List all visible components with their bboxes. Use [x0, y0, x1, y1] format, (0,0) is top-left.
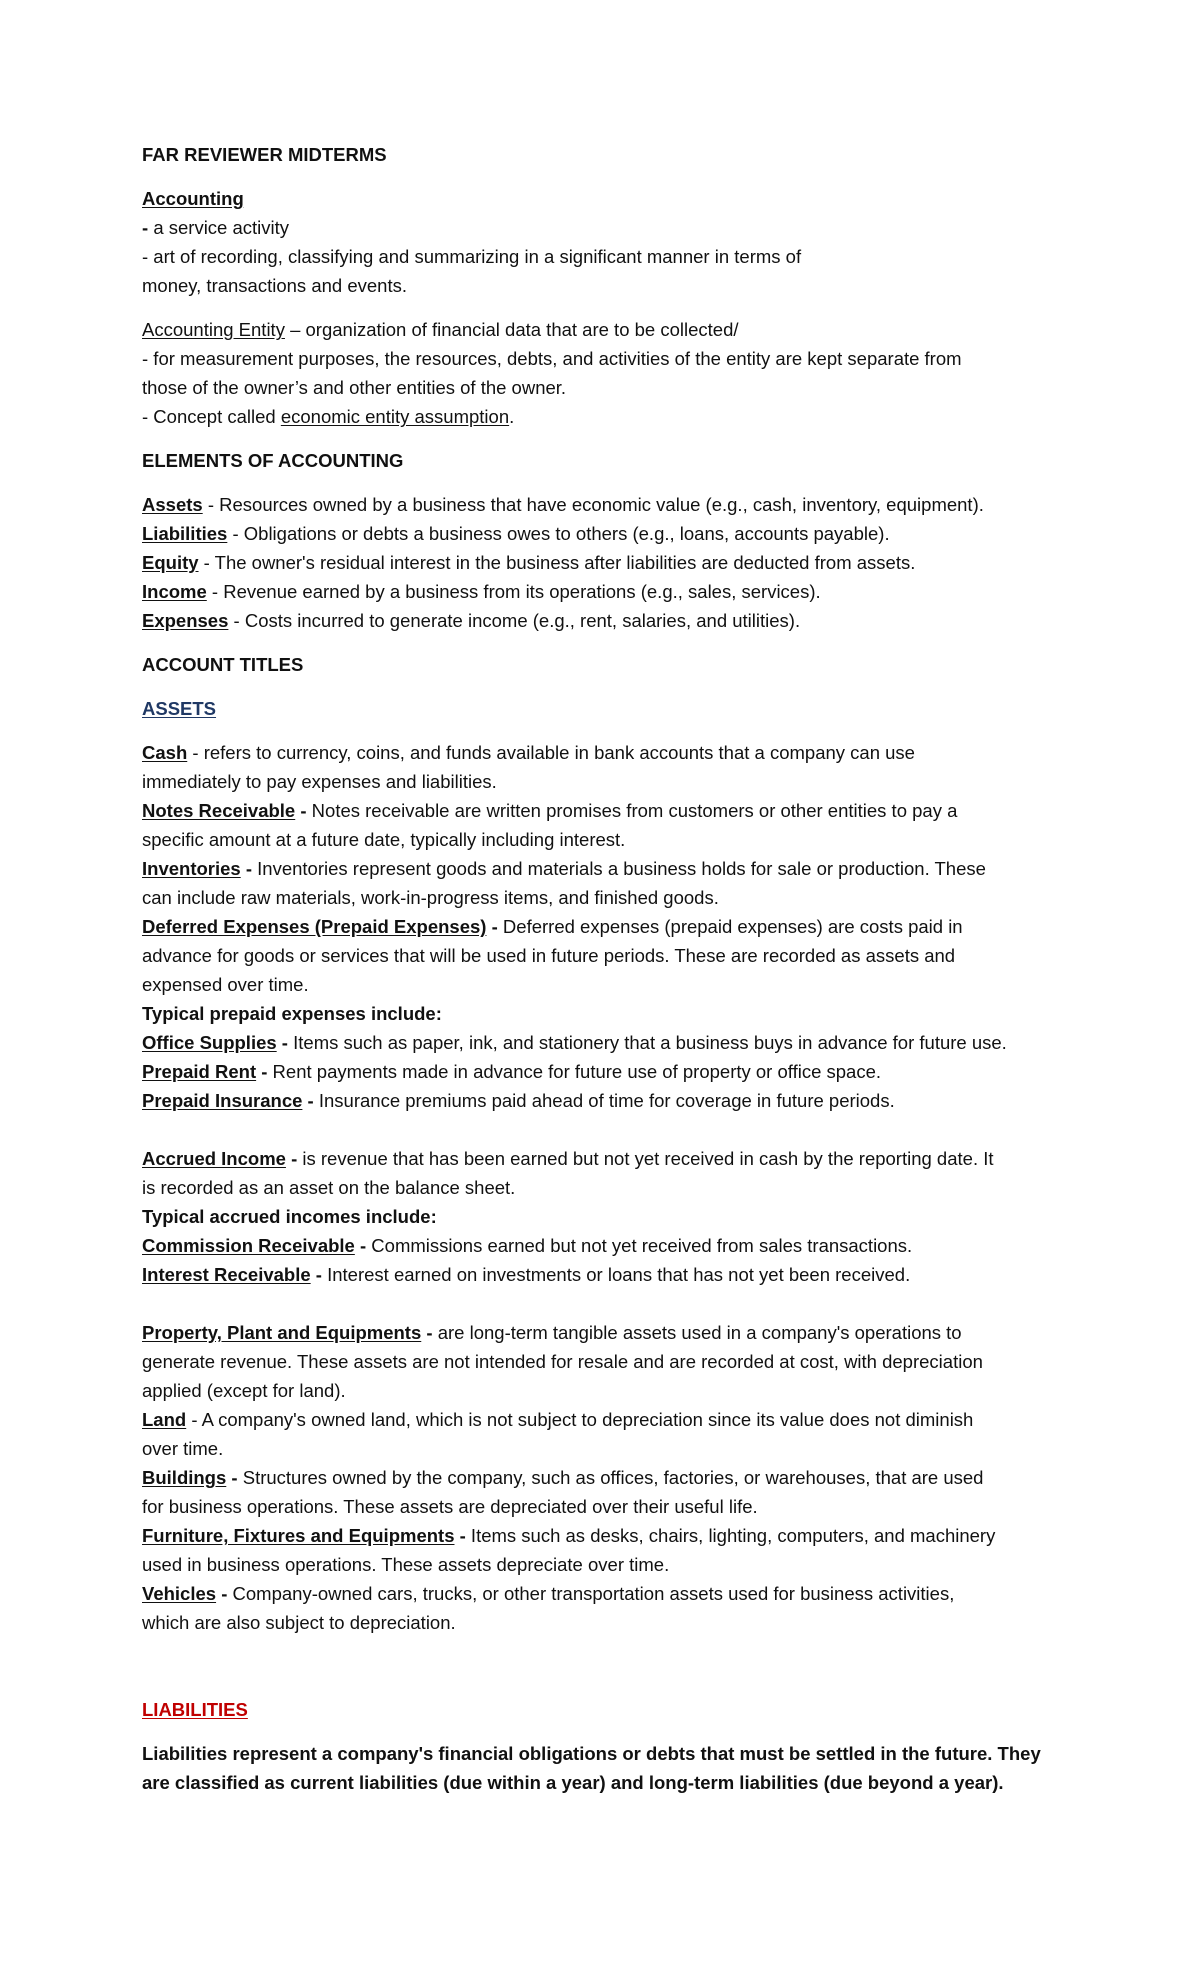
element-term: Liabilities: [142, 523, 228, 544]
element-item: [142, 606, 1082, 635]
accounting-text-1: a service activity: [153, 217, 290, 238]
concept-suffix: .: [509, 406, 515, 427]
ffe-def-2: used in business operations. These assets depreciate over time.: [142, 1554, 670, 1575]
assets-section: [142, 738, 1082, 1637]
prepaid-heading: Typical prepaid expenses include:: [142, 1003, 442, 1024]
prepaid-item: [142, 1028, 1082, 1057]
deferred-sep: -: [486, 916, 498, 937]
element-def: - Costs incurred to generate income (e.g., rent, salaries, and utilities).: [228, 610, 801, 631]
cash-def-2: immediately to pay expenses and liabilities.: [142, 771, 497, 792]
prepaid-term: Prepaid Insurance: [142, 1090, 303, 1111]
buildings-def: Structures owned by the company, such as offices, factories, or warehouses, that are used: [237, 1467, 984, 1488]
element-def: - Revenue earned by a business from its operations (e.g., sales, services).: [206, 581, 821, 602]
element-item: [142, 548, 1082, 577]
element-term: Assets: [142, 494, 203, 515]
accrued-item: [142, 1231, 1082, 1260]
accounting-entity-section: [142, 315, 1082, 431]
accounting-line-1: [142, 213, 1082, 242]
accounting-entity-term: Accounting Entity: [142, 319, 285, 340]
prepaid-sep: -: [302, 1090, 314, 1111]
accrued-item-def: Commissions earned but not yet received from sales transactions.: [366, 1235, 913, 1256]
inventories-def: Inventories represent goods and materials a business holds for sale or production. These: [252, 858, 986, 879]
cash-term: Cash: [142, 742, 188, 763]
liabilities-line-1: Liabilities represent a company's financial obligations or debts that must be settled in the future. They: [142, 1743, 1041, 1764]
blank-line: [142, 1289, 1082, 1318]
entity-line-1: - for measurement purposes, the resources, debts, and activities of the entity are kept separate from: [142, 348, 962, 369]
accrued-sep: -: [285, 1148, 298, 1169]
blank-line: [142, 1115, 1082, 1144]
economic-entity-assumption-link[interactable]: economic entity assumption: [280, 406, 510, 427]
accounting-line-2: - art of recording, classifying and summarizing in a significant manner in terms of: [142, 246, 802, 267]
ppe-def-2: generate revenue. These assets are not intended for resale and are recorded at cost, with depreciation: [142, 1351, 983, 1372]
cash-def: - refers to currency, coins, and funds available in bank accounts that a company can use: [187, 742, 915, 763]
prepaid-item: [142, 1086, 1082, 1115]
element-item: [142, 490, 1082, 519]
vehicles-sep: -: [216, 1583, 228, 1604]
buildings-sep: -: [226, 1467, 238, 1488]
accrued-item-term: Interest Receivable: [142, 1264, 311, 1285]
inventories-def-2: can include raw materials, work-in-progress items, and finished goods.: [142, 887, 719, 908]
accrued-income-term: Accrued Income: [142, 1148, 286, 1169]
accounting-dash: -: [142, 217, 154, 238]
accrued-def: is revenue that has been earned but not yet received in cash by the reporting date. It: [297, 1148, 994, 1169]
accrued-heading: Typical accrued incomes include:: [142, 1206, 437, 1227]
accounting-entity-def: – organization of financial data that are to be collected/: [284, 319, 739, 340]
deferred-def-2: advance for goods or services that will be used in future periods. These are recorded as assets and: [142, 945, 956, 966]
ppe-sep: -: [421, 1322, 433, 1343]
account-titles-heading: ACCOUNT TITLES: [142, 654, 304, 675]
prepaid-sep: -: [256, 1061, 268, 1082]
prepaid-sep: -: [276, 1032, 288, 1053]
notes-def: Notes receivable are written promises from customers or other entities to pay a: [306, 800, 958, 821]
elements-heading: ELEMENTS OF ACCOUNTING: [142, 450, 404, 471]
accounting-section: [142, 184, 1082, 300]
ffe-term: Furniture, Fixtures and Equipments: [142, 1525, 455, 1546]
prepaid-term: Office Supplies: [142, 1032, 277, 1053]
section-spacer: [142, 1652, 1082, 1695]
ffe-def: Items such as desks, chairs, lighting, computers, and machinery: [465, 1525, 996, 1546]
assets-heading: ASSETS: [142, 698, 217, 719]
land-def: - A company's owned land, which is not subject to depreciation since its value does not diminish: [186, 1409, 974, 1430]
element-item: [142, 577, 1082, 606]
notes-def-2: specific amount at a future date, typically including interest.: [142, 829, 626, 850]
inventories-sep: -: [240, 858, 253, 879]
land-term: Land: [142, 1409, 187, 1430]
element-term: Equity: [142, 552, 199, 573]
accrued-def-2: is recorded as an asset on the balance sheet.: [142, 1177, 516, 1198]
entity-line-2: those of the owner’s and other entities of the owner.: [142, 377, 567, 398]
accounting-line-3: money, transactions and events.: [142, 275, 407, 296]
notes-sep: -: [295, 800, 307, 821]
notes-receivable-term: Notes Receivable: [142, 800, 296, 821]
ppe-def-3: applied (except for land).: [142, 1380, 346, 1401]
deferred-expenses-term: Deferred Expenses (Prepaid Expenses): [142, 916, 487, 937]
prepaid-term: Prepaid Rent: [142, 1061, 257, 1082]
element-term: Income: [142, 581, 207, 602]
liabilities-heading: LIABILITIES: [142, 1699, 248, 1720]
document-page: [142, 140, 1082, 1812]
document-title: FAR REVIEWER MIDTERMS: [142, 144, 387, 165]
deferred-def: Deferred expenses (prepaid expenses) are costs paid in: [497, 916, 963, 937]
buildings-term: Buildings: [142, 1467, 227, 1488]
ppe-term: Property, Plant and Equipments: [142, 1322, 422, 1343]
liabilities-text: [142, 1739, 1082, 1797]
ffe-sep: -: [454, 1525, 466, 1546]
element-def: - Obligations or debts a business owes to others (e.g., loans, accounts payable).: [227, 523, 890, 544]
land-def-2: over time.: [142, 1438, 224, 1459]
accrued-item: [142, 1260, 1082, 1289]
ppe-def: are long-term tangible assets used in a company's operations to: [432, 1322, 962, 1343]
prepaid-def: Items such as paper, ink, and stationery that a business buys in advance for future use.: [287, 1032, 1007, 1053]
prepaid-item: [142, 1057, 1082, 1086]
prepaid-def: Insurance premiums paid ahead of time for coverage in future periods.: [313, 1090, 895, 1111]
element-item: [142, 519, 1082, 548]
concept-prefix: - Concept called: [142, 406, 281, 427]
liabilities-line-2: are classified as current liabilities (due within a year) and long-term liabilities (due beyond a year).: [142, 1772, 1004, 1793]
element-def: - The owner's residual interest in the business after liabilities are deducted from assets.: [198, 552, 916, 573]
accrued-item-term: Commission Receivable: [142, 1235, 355, 1256]
buildings-def-2: for business operations. These assets are depreciated over their useful life.: [142, 1496, 758, 1517]
prepaid-def: Rent payments made in advance for future use of property or office space.: [267, 1061, 882, 1082]
deferred-def-3: expensed over time.: [142, 974, 309, 995]
elements-list: [142, 490, 1082, 635]
vehicles-def: Company-owned cars, trucks, or other transportation assets used for business activities,: [227, 1583, 955, 1604]
accrued-item-sep: -: [354, 1235, 367, 1256]
inventories-term: Inventories: [142, 858, 241, 879]
accrued-item-sep: -: [310, 1264, 322, 1285]
accounting-heading: Accounting: [142, 188, 244, 209]
accrued-item-def: Interest earned on investments or loans that has not yet been received.: [321, 1264, 911, 1285]
element-term: Expenses: [142, 610, 229, 631]
vehicles-term: Vehicles: [142, 1583, 217, 1604]
element-def: - Resources owned by a business that have economic value (e.g., cash, inventory, equipment).: [202, 494, 984, 515]
vehicles-def-2: which are also subject to depreciation.: [142, 1612, 456, 1633]
